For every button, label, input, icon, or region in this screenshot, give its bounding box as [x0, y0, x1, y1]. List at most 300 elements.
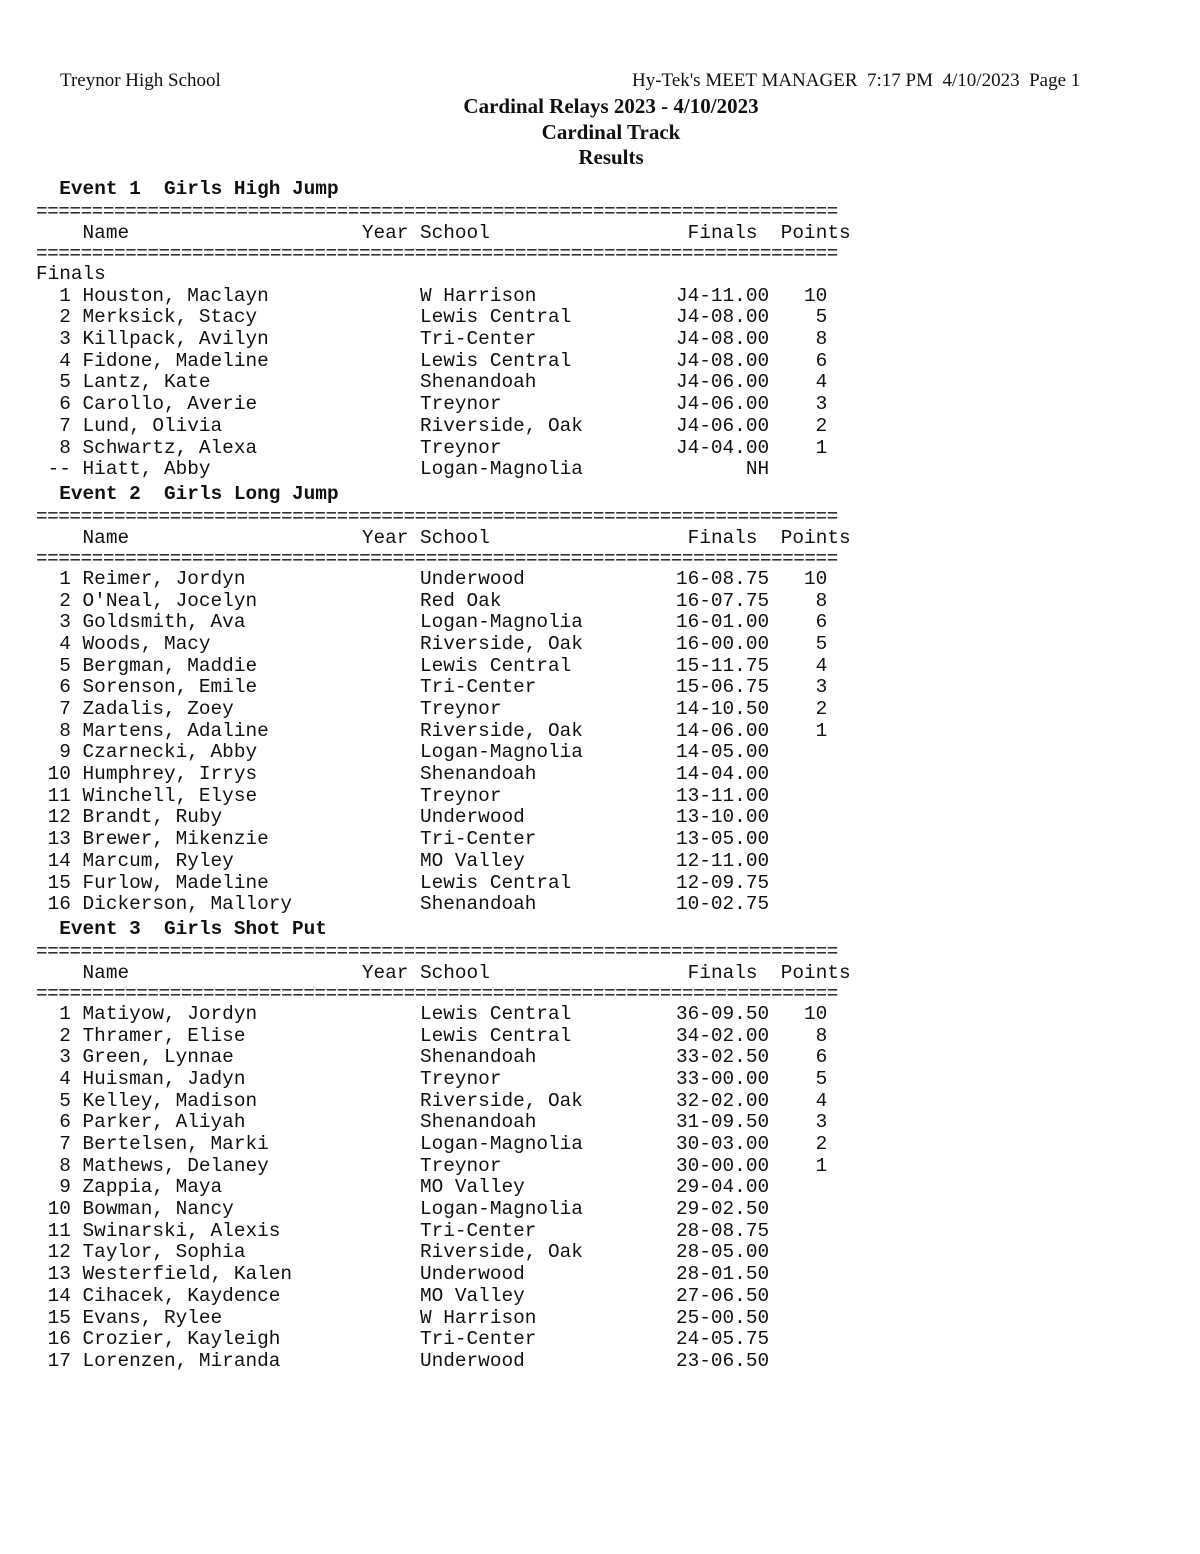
athlete-name: Green, Lynnae: [82, 1047, 420, 1069]
result-points: 10: [769, 285, 828, 307]
athlete-school: Treynor: [420, 1068, 676, 1090]
athlete-school: Underwood: [420, 1264, 676, 1286]
result-row: [36, 1134, 851, 1156]
result-mark: 12-11.00: [676, 850, 770, 872]
athlete-school: Lewis Central: [420, 872, 676, 894]
result-mark: 34-02.00: [676, 1025, 770, 1047]
result-mark: 16-00.00: [676, 633, 770, 655]
report-title: Results: [578, 145, 644, 169]
column-name: Name: [82, 222, 362, 244]
result-place: 3: [36, 329, 83, 351]
result-points: 2: [769, 1134, 828, 1155]
result-row: [36, 1308, 851, 1330]
result-mark: J4-08.00: [676, 329, 770, 351]
result-row: [36, 394, 851, 416]
athlete-name: Mathews, Delaney: [82, 1155, 420, 1177]
result-place: 6: [36, 677, 83, 699]
athlete-name: Evans, Rylee: [82, 1307, 420, 1329]
athlete-name: O'Neal, Jocelyn: [82, 590, 420, 612]
athlete-name: Hiatt, Abby: [82, 459, 420, 481]
athlete-name: Lorenzen, Miranda: [82, 1350, 420, 1372]
result-row: [36, 634, 851, 656]
athlete-name: Crozier, Kayleigh: [82, 1329, 420, 1351]
result-row: [36, 372, 851, 394]
results-listing: [36, 176, 851, 1373]
athlete-school: Lewis Central: [420, 307, 676, 329]
result-place: 6: [36, 394, 83, 416]
athlete-school: Shenandoah: [420, 764, 676, 786]
athlete-name: Thramer, Elise: [82, 1025, 420, 1047]
result-points: 4: [769, 655, 828, 677]
result-points: [769, 1177, 827, 1198]
athlete-name: Huisman, Jadyn: [82, 1068, 420, 1090]
athlete-school: Tri-Center: [420, 1329, 676, 1351]
athlete-school: Riverside, Oak: [420, 720, 676, 742]
athlete-school: Underwood: [420, 1350, 676, 1372]
result-row: [36, 1026, 851, 1048]
result-row: [36, 286, 851, 308]
result-mark: 28-05.00: [676, 1242, 770, 1264]
athlete-name: Matiyow, Jordyn: [82, 1003, 420, 1025]
result-row: [36, 459, 851, 481]
result-points: [769, 742, 827, 763]
result-place: 16: [36, 894, 83, 916]
result-place: 15: [36, 1307, 83, 1329]
athlete-name: Brandt, Ruby: [82, 807, 420, 829]
result-place: 4: [36, 350, 83, 372]
athlete-school: Riverside, Oak: [420, 633, 676, 655]
result-points: [769, 764, 827, 785]
column-name: Name: [82, 526, 362, 549]
result-points: 1: [769, 437, 828, 459]
athlete-name: Cihacek, Kaydence: [82, 1285, 420, 1307]
column-header-row: [36, 222, 851, 244]
column-school: School: [420, 222, 490, 244]
result-mark: J4-11.00: [676, 285, 770, 307]
result-points: 3: [769, 677, 828, 699]
result-place: 3: [36, 1047, 83, 1069]
athlete-name: Reimer, Jordyn: [82, 568, 420, 590]
event-heading: [36, 916, 851, 942]
athlete-name: Schwartz, Alexa: [82, 437, 420, 459]
column-points: Points: [780, 961, 851, 984]
result-row: [36, 786, 851, 808]
athlete-school: Logan-Magnolia: [420, 1134, 676, 1155]
result-points: [769, 894, 827, 915]
result-points: 4: [769, 1090, 828, 1112]
column-header-row: [36, 962, 851, 984]
athlete-school: Lewis Central: [420, 350, 676, 372]
event-heading: [36, 176, 851, 202]
event-block: [36, 481, 851, 916]
column-finals: Finals: [687, 222, 758, 244]
athlete-name: Bowman, Nancy: [82, 1199, 420, 1221]
result-mark: 14-04.00: [676, 764, 770, 786]
column-finals: Finals: [687, 961, 758, 984]
print-time: 7:17 PM: [867, 70, 934, 91]
result-place: 10: [36, 764, 83, 786]
result-place: 11: [36, 785, 83, 807]
event-name: Girls Long Jump: [164, 482, 339, 505]
result-place: 9: [36, 1177, 83, 1199]
result-mark: J4-06.00: [676, 415, 770, 437]
column-year: Year: [361, 222, 421, 244]
result-mark: 33-02.50: [676, 1047, 770, 1069]
athlete-name: Kelley, Madison: [82, 1090, 420, 1112]
athlete-name: Taylor, Sophia: [82, 1242, 420, 1264]
athlete-name: Westerfield, Kalen: [82, 1264, 420, 1286]
athlete-name: Furlow, Madeline: [82, 872, 420, 894]
result-row: [36, 1004, 851, 1026]
athlete-name: Martens, Adaline: [82, 720, 420, 742]
result-mark: 32-02.00: [676, 1090, 770, 1112]
result-place: 14: [36, 850, 83, 872]
print-date: 4/10/2023: [942, 70, 1020, 91]
athlete-school: Lewis Central: [420, 655, 676, 677]
athlete-school: W Harrison: [420, 285, 676, 307]
result-row: [36, 764, 851, 786]
result-points: 6: [769, 612, 828, 634]
result-place: 13: [36, 829, 83, 851]
column-name: Name: [82, 961, 362, 984]
result-row: [36, 1264, 851, 1286]
result-points: 6: [769, 1047, 828, 1069]
result-mark: 31-09.50: [676, 1112, 770, 1134]
result-place: 2: [36, 1025, 83, 1047]
result-points: 8: [769, 590, 828, 612]
result-points: [769, 459, 827, 480]
result-points: [769, 829, 827, 850]
result-place: 7: [36, 415, 83, 437]
result-place: 17: [36, 1350, 83, 1372]
result-row: [36, 677, 851, 699]
result-place: 12: [36, 1242, 83, 1264]
result-points: 8: [769, 1025, 828, 1047]
athlete-name: Fidone, Madeline: [82, 350, 420, 372]
result-place: 12: [36, 807, 83, 829]
result-row: [36, 807, 851, 829]
result-mark: 14-06.00: [676, 720, 770, 742]
athlete-school: Treynor: [420, 699, 676, 720]
result-mark: NH: [676, 459, 770, 481]
athlete-name: Bertelsen, Marki: [82, 1134, 420, 1155]
athlete-school: Riverside, Oak: [420, 415, 676, 437]
athlete-school: Underwood: [420, 568, 676, 590]
result-row: [36, 851, 851, 873]
athlete-name: Killpack, Avilyn: [82, 329, 420, 351]
result-place: 11: [36, 1220, 83, 1242]
athlete-name: Woods, Macy: [82, 633, 420, 655]
result-points: [769, 851, 827, 872]
result-place: --: [36, 459, 83, 481]
result-row: [36, 307, 851, 329]
separator-rule: ========================================================================: [36, 202, 838, 222]
athlete-school: Underwood: [420, 807, 676, 829]
athlete-name: Winchell, Elyse: [82, 785, 420, 807]
result-mark: 23-06.50: [676, 1350, 770, 1372]
result-points: [769, 786, 827, 807]
result-place: 3: [36, 612, 83, 634]
event-heading: [36, 481, 851, 507]
result-place: 6: [36, 1112, 83, 1134]
result-mark: J4-06.00: [676, 394, 770, 416]
result-points: 8: [769, 329, 828, 351]
column-year: Year: [361, 526, 421, 549]
result-row: [36, 1069, 851, 1091]
athlete-name: Lantz, Kate: [82, 372, 420, 394]
result-points: 6: [769, 350, 828, 372]
separator-rule: ========================================================================: [36, 941, 838, 962]
result-place: 8: [36, 437, 83, 459]
athlete-name: Humphrey, Irrys: [82, 764, 420, 786]
athlete-school: Lewis Central: [420, 1003, 676, 1025]
result-mark: 10-02.75: [676, 894, 770, 916]
result-mark: 30-03.00: [676, 1134, 770, 1155]
athlete-school: MO Valley: [420, 850, 676, 872]
athlete-school: Logan-Magnolia: [420, 612, 676, 634]
athlete-name: Bergman, Maddie: [82, 655, 420, 677]
result-points: [769, 1221, 827, 1242]
result-mark: 15-11.75: [676, 655, 770, 677]
result-points: [769, 1286, 827, 1307]
result-row: [36, 438, 851, 460]
athlete-name: Swinarski, Alexis: [82, 1220, 420, 1242]
result-place: 8: [36, 1155, 83, 1177]
result-row: [36, 569, 851, 591]
result-place: 14: [36, 1285, 83, 1307]
result-row: [36, 1351, 851, 1373]
athlete-name: Carollo, Averie: [82, 394, 420, 416]
result-points: 3: [769, 394, 828, 416]
result-points: 5: [769, 633, 828, 655]
result-points: 2: [769, 415, 828, 437]
result-points: [769, 1242, 827, 1263]
athlete-school: Treynor: [420, 394, 676, 416]
result-points: [769, 1308, 827, 1329]
result-place: 4: [36, 633, 83, 655]
athlete-school: Treynor: [420, 437, 676, 459]
event-block: [36, 916, 851, 1373]
result-row: [36, 591, 851, 613]
separator-rule: ========================================================================: [36, 983, 838, 1004]
result-place: 4: [36, 1068, 83, 1090]
athlete-name: Dickerson, Mallory: [82, 894, 420, 916]
result-place: 5: [36, 1090, 83, 1112]
result-place: 7: [36, 699, 83, 720]
result-points: [769, 1199, 827, 1220]
athlete-school: W Harrison: [420, 1307, 676, 1329]
athlete-school: MO Valley: [420, 1177, 676, 1199]
result-points: [769, 1351, 827, 1372]
result-points: 2: [769, 699, 828, 720]
report-software-header: [632, 70, 1080, 92]
athlete-school: MO Valley: [420, 1285, 676, 1307]
separator-rule: ========================================================================: [36, 548, 838, 569]
athlete-school: Shenandoah: [420, 1112, 676, 1134]
result-place: 1: [36, 568, 83, 590]
result-points: 10: [769, 1003, 828, 1025]
meet-title: Cardinal Relays 2023 - 4/10/2023: [463, 94, 759, 118]
athlete-name: Zappia, Maya: [82, 1177, 420, 1199]
result-mark: 24-05.75: [676, 1329, 770, 1351]
result-place: 2: [36, 307, 83, 329]
software-name: Hy-Tek's MEET MANAGER: [632, 70, 858, 91]
result-mark: 36-09.50: [676, 1003, 770, 1025]
result-mark: 28-01.50: [676, 1264, 770, 1286]
result-mark: 33-00.00: [676, 1068, 770, 1090]
result-mark: J4-08.00: [676, 307, 770, 329]
section-label: [36, 264, 851, 286]
result-points: 4: [769, 372, 828, 394]
result-points: [769, 1264, 827, 1285]
result-row: [36, 1177, 851, 1199]
result-place: 16: [36, 1329, 83, 1351]
result-row: [36, 1199, 851, 1221]
result-mark: 25-00.50: [676, 1307, 770, 1329]
athlete-name: Parker, Aliyah: [82, 1112, 420, 1134]
separator-rule: ========================================================================: [36, 244, 838, 264]
result-place: 7: [36, 1134, 83, 1155]
result-place: 2: [36, 590, 83, 612]
result-points: [769, 807, 827, 828]
event-number: Event 1: [59, 178, 141, 200]
result-place: 15: [36, 872, 83, 894]
result-points: 1: [769, 1155, 828, 1177]
result-mark: 13-11.00: [676, 785, 770, 807]
result-place: 8: [36, 720, 83, 742]
result-mark: 16-08.75: [676, 568, 770, 590]
result-mark: 29-02.50: [676, 1199, 770, 1221]
result-mark: 12-09.75: [676, 872, 770, 894]
result-points: [769, 1329, 827, 1350]
athlete-name: Zadalis, Zoey: [82, 699, 420, 720]
result-place: 9: [36, 742, 83, 764]
result-mark: 14-05.00: [676, 742, 770, 764]
athlete-name: Houston, Maclayn: [82, 285, 420, 307]
athlete-school: Logan-Magnolia: [420, 459, 676, 481]
result-row: [36, 1221, 851, 1243]
athlete-name: Lund, Olivia: [82, 415, 420, 437]
result-row: [36, 1156, 851, 1178]
result-place: 10: [36, 1199, 83, 1221]
column-points: Points: [780, 222, 851, 244]
result-row: [36, 742, 851, 764]
result-row: [36, 612, 851, 634]
result-row: [36, 1242, 851, 1264]
result-mark: J4-06.00: [676, 372, 770, 394]
event-name: Girls Shot Put: [164, 917, 327, 940]
athlete-name: Goldsmith, Ava: [82, 612, 420, 634]
result-row: [36, 329, 851, 351]
result-points: 5: [769, 307, 828, 329]
result-row: [36, 1112, 851, 1134]
athlete-school: Shenandoah: [420, 894, 676, 916]
host-school: Treynor High School: [60, 70, 221, 91]
athlete-school: Tri-Center: [420, 329, 676, 351]
result-mark: 30-00.00: [676, 1155, 770, 1177]
athlete-school: Treynor: [420, 1155, 676, 1177]
result-row: [36, 873, 851, 895]
athlete-school: Red Oak: [420, 590, 676, 612]
result-row: [36, 1047, 851, 1069]
result-row: [36, 699, 851, 721]
result-mark: 13-05.00: [676, 829, 770, 851]
athlete-school: Riverside, Oak: [420, 1090, 676, 1112]
athlete-school: Logan-Magnolia: [420, 1199, 676, 1221]
result-row: [36, 829, 851, 851]
result-row: [36, 416, 851, 438]
result-mark: 14-10.50: [676, 699, 770, 720]
result-row: [36, 1286, 851, 1308]
result-mark: 15-06.75: [676, 677, 770, 699]
athlete-name: Merksick, Stacy: [82, 307, 420, 329]
result-row: [36, 351, 851, 373]
result-mark: 13-10.00: [676, 807, 770, 829]
column-school: School: [420, 961, 490, 984]
separator-rule: ========================================================================: [36, 506, 838, 527]
column-school: School: [420, 526, 490, 549]
result-mark: 16-07.75: [676, 590, 770, 612]
result-place: 13: [36, 1264, 83, 1286]
result-place: 5: [36, 372, 83, 394]
athlete-school: Tri-Center: [420, 829, 676, 851]
result-place: 5: [36, 655, 83, 677]
result-points: 1: [769, 720, 828, 742]
column-finals: Finals: [687, 526, 758, 549]
result-place: 1: [36, 285, 83, 307]
athlete-school: Logan-Magnolia: [420, 742, 676, 764]
athlete-school: Shenandoah: [420, 1047, 676, 1069]
athlete-name: Marcum, Ryley: [82, 850, 420, 872]
report-school-header: [60, 70, 221, 92]
result-points: [769, 873, 827, 894]
result-mark: J4-08.00: [676, 350, 770, 372]
column-header-row: [36, 527, 851, 549]
result-mark: 29-04.00: [676, 1177, 770, 1199]
athlete-name: Czarnecki, Abby: [82, 742, 420, 764]
athlete-school: Tri-Center: [420, 677, 676, 699]
event-name: Girls High Jump: [164, 178, 339, 200]
result-row: [36, 894, 851, 916]
result-mark: 27-06.50: [676, 1285, 770, 1307]
report-titles: [0, 94, 1200, 171]
athlete-school: Treynor: [420, 785, 676, 807]
athlete-school: Riverside, Oak: [420, 1242, 676, 1264]
column-year: Year: [361, 961, 421, 984]
event-number: Event 2: [59, 482, 141, 505]
result-row: [36, 1091, 851, 1113]
page-number: Page 1: [1029, 70, 1081, 91]
result-row: [36, 721, 851, 743]
result-points: 3: [769, 1112, 828, 1134]
column-points: Points: [780, 526, 851, 549]
result-row: [36, 656, 851, 678]
result-place: 1: [36, 1003, 83, 1025]
section-name: Finals: [36, 264, 106, 285]
result-row: [36, 1329, 851, 1351]
athlete-name: Brewer, Mikenzie: [82, 829, 420, 851]
result-mark: J4-04.00: [676, 437, 770, 459]
event-number: Event 3: [59, 917, 141, 940]
athlete-school: Shenandoah: [420, 372, 676, 394]
result-mark: 16-01.00: [676, 612, 770, 634]
result-points: 10: [769, 568, 828, 590]
event-block: [36, 176, 851, 481]
result-points: 5: [769, 1068, 828, 1090]
athlete-school: Lewis Central: [420, 1025, 676, 1047]
venue-title: Cardinal Track: [541, 119, 681, 144]
athlete-school: Tri-Center: [420, 1220, 676, 1242]
